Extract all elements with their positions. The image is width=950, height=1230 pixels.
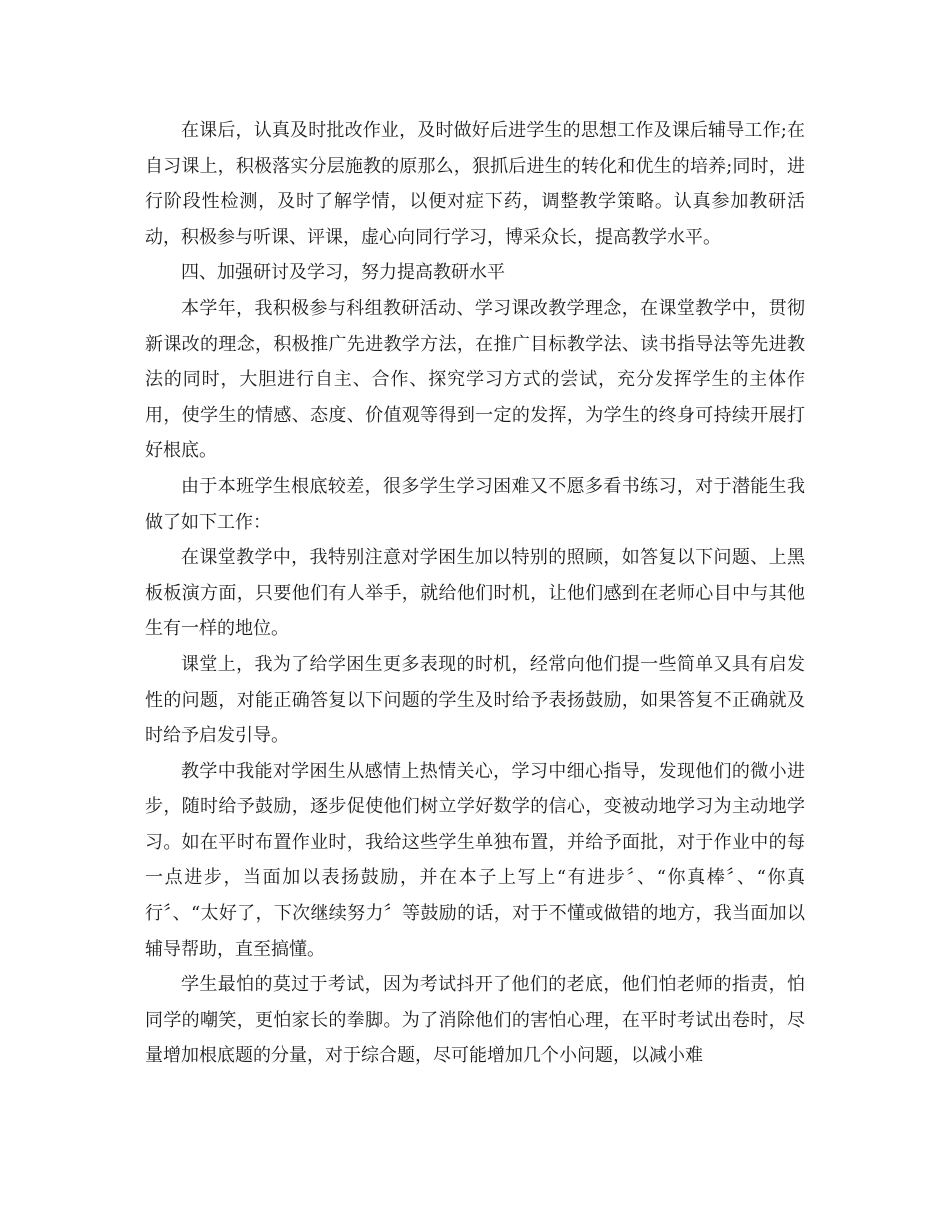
paragraph-homework: 在课后，认真及时批改作业，及时做好后进学生的思想工作及课后辅导工作;在自习课上，积极落实分层施教的原那么，狠抓后进生的转化和优生的培养;同时，进行阶段性检测，及时了解学情，以便对症下药，调整教学策略。认真参加教研活动，积极参与听课、评课，虚心向同行学习，博采众长，提高教学水平。 (145, 120, 805, 248)
paragraph-weak-students: 由于本班学生根底较差，很多学生学习困难又不愿多看书练习，对于潜能生我做了如下工作： (145, 475, 805, 533)
paragraph-research: 本学年，我积极参与科组教研活动、学习课改教学理念，在课堂教学中，贯彻新课改的理念，积极推广先进教学方法，在推广目标教学法、读书指导法等先进教法的同时，大胆进行自主、合作、探究学习方式的尝试，充分发挥学生的主体作用，使学生的情感、态度、价值观等得到一定的发挥，为学生的终身可持续开展打好根底。 (145, 297, 805, 462)
document-page (145, 113, 805, 1074)
paragraph-exams: 学生最怕的莫过于考试，因为考试抖开了他们的老底，他们怕老师的指责，怕同学的嘲笑，更怕家长的拳脚。为了消除他们的害怕心理，在平时考试出卷时，尽量增加根底题的分量，对于综合题，尽可能增加几个小问题，以减小难 (145, 974, 805, 1067)
paragraph-questions: 课堂上，我为了给学困生更多表现的时机，经常向他们提一些简单又具有启发性的问题，对能正确答复以下问题的学生及时给予表扬鼓励，如果答复不正确就及时给予启发引导。 (145, 653, 805, 747)
paragraph-classroom: 在课堂教学中，我特别注意对学困生加以特别的照顾，如答复以下问题、上黑板板演方面，只要他们有人举手，就给他们时机，让他们感到在老师心目中与其他生有一样的地位。 (145, 547, 805, 640)
paragraph-encouragement: 教学中我能对学困生从感情上热情关心，学习中细心指导，发现他们的微小进步，随时给予鼓励，逐步促使他们树立学好数学的信心，变被动地学习为主动地学习。如在平时布置作业时，我给这些学生单独布置，并给予面批，对于作业中的每一点进步，当面加以表扬鼓励，并在本子上写上“有进步〞、“你真棒〞、“你真行〞、“太好了，下次继续努力〞等鼓励的话，对于不懂或做错的地方，我当面加以辅导帮助，直至搞懂。 (145, 760, 805, 960)
section-heading: 四、加强研讨及学习，努力提高教研水平 (181, 262, 505, 284)
